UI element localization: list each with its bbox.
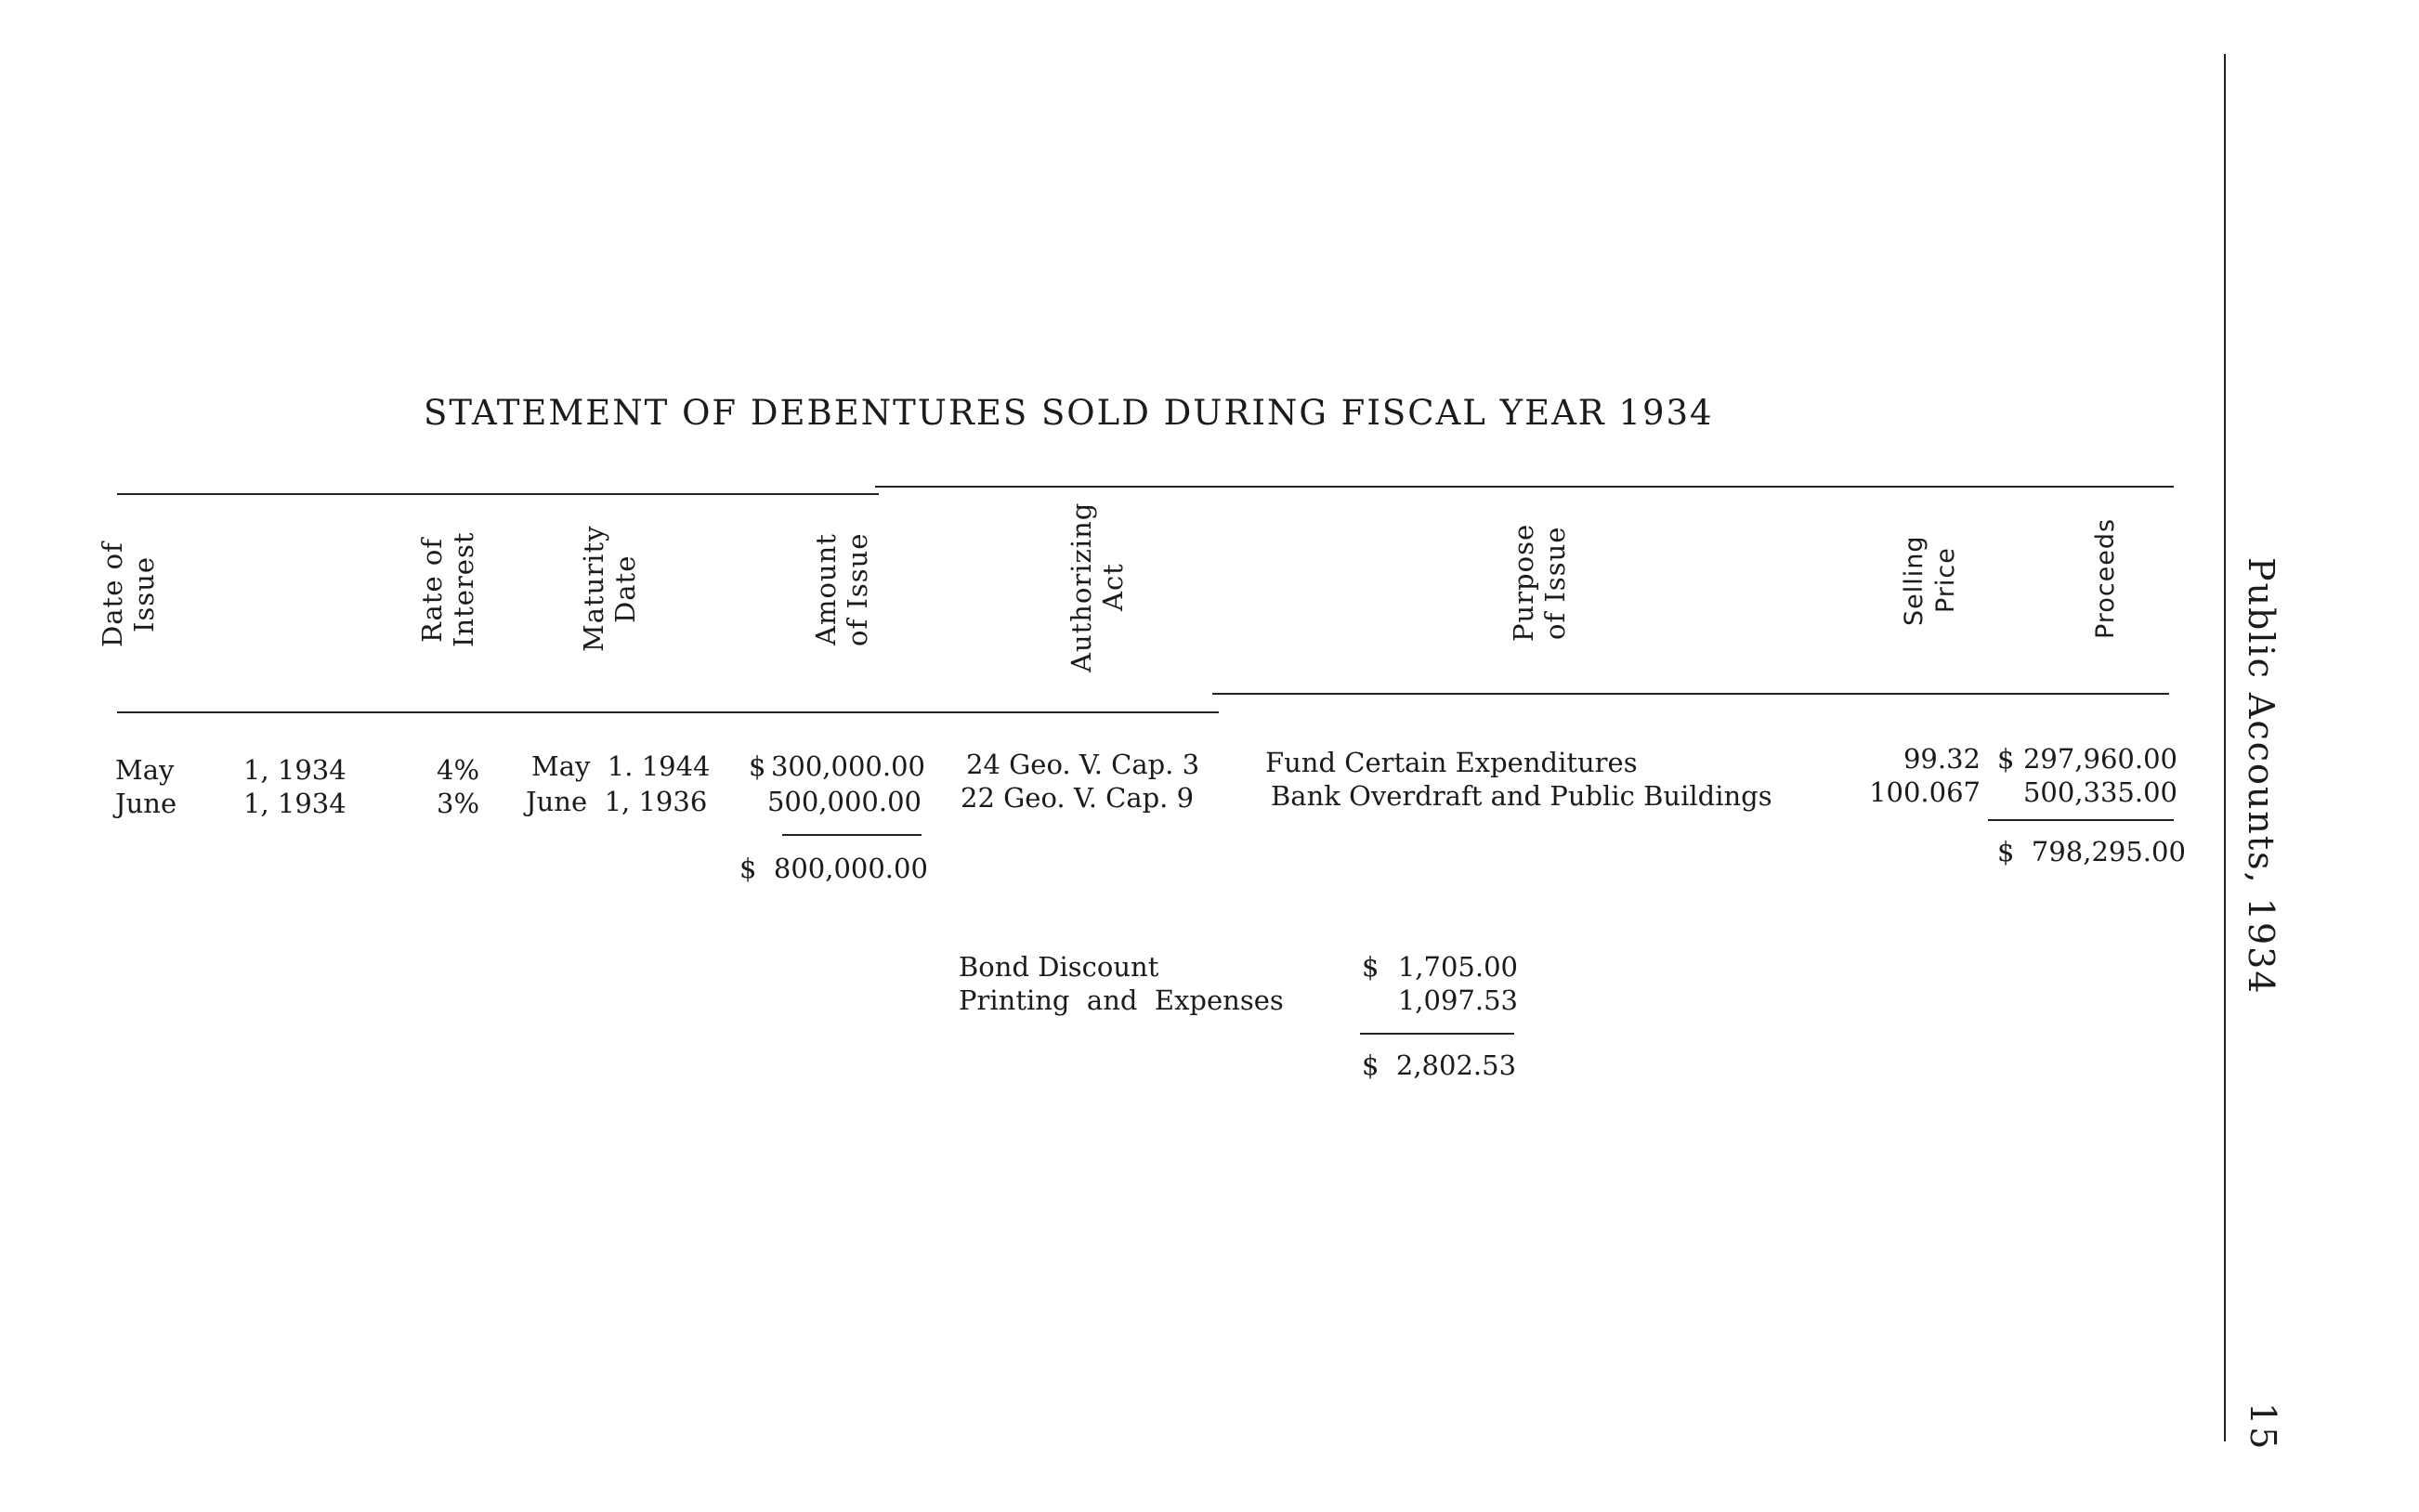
row1-maturity: May 1. 1944 — [531, 750, 711, 782]
header-date-of-issue: Date of Issue — [97, 541, 160, 647]
row2-month: June — [115, 788, 177, 819]
header-top-rule — [117, 493, 879, 495]
page-title: STATEMENT OF DEBENTURES SOLD DURING FISCAL YEAR 1934 — [424, 393, 1714, 433]
page-number: 15 — [2242, 1402, 2283, 1452]
proceeds-total-rule — [1988, 819, 2174, 821]
running-header: Public Accounts, 1934 — [2241, 557, 2282, 996]
expense-value-printing: 1,097.53 — [1397, 984, 1518, 1016]
expense-total: $ 2,802.53 — [1362, 1049, 1517, 1081]
row1-proceeds: 297,960.00 — [2022, 743, 2177, 775]
row1-month: May — [115, 754, 175, 786]
header-top-rule-right — [875, 486, 2174, 488]
row1-proceeds-dollar: $ — [1997, 743, 2015, 775]
header-maturity-date: Maturity Date — [578, 525, 641, 653]
row2-purpose: Bank Overdraft and Public Buildings — [1271, 780, 1772, 812]
header-authorizing-act: Authorizing Act — [1066, 502, 1129, 673]
header-amount-of-issue: Amount of Issue — [810, 532, 873, 647]
margin-vertical-rule — [2224, 54, 2226, 1441]
header-bottom-rule-right — [1212, 693, 2169, 695]
header-selling-price: Selling Price — [1900, 535, 1960, 626]
row1-rate: 4% — [437, 754, 480, 786]
row2-maturity: June 1, 1936 — [526, 786, 708, 817]
expense-label-printing: Printing and Expenses — [959, 984, 1284, 1016]
amount-total-rule — [782, 834, 922, 836]
row1-price: 99.32 — [1903, 743, 1981, 775]
row1-amount-dollar: $ — [749, 750, 766, 782]
row2-proceeds: 500,335.00 — [2022, 776, 2177, 808]
header-rate-of-interest: Rate of Interest — [416, 531, 479, 648]
row1-purpose: Fund Certain Expenditures — [1265, 747, 1638, 778]
row1-day-year: 1, 1934 — [243, 754, 347, 786]
row1-amount: 300,000.00 — [770, 750, 925, 782]
header-bottom-rule — [117, 711, 1219, 713]
expense-total-rule — [1360, 1033, 1514, 1035]
expense-label-bond-discount: Bond Discount — [959, 951, 1159, 983]
row2-day-year: 1, 1934 — [243, 788, 347, 819]
row2-price: 100.067 — [1869, 776, 1981, 808]
header-purpose-of-issue: Purpose of Issue — [1508, 523, 1571, 643]
amount-total: $ 800,000.00 — [739, 853, 928, 884]
proceeds-total: $ 798,295.00 — [1997, 836, 2186, 867]
expense-value-bond-discount: 1,705.00 — [1397, 951, 1518, 983]
row2-amount: 500,000.00 — [766, 786, 922, 817]
row2-rate: 3% — [437, 788, 480, 819]
row1-act: 24 Geo. V. Cap. 3 — [966, 749, 1200, 780]
row2-act: 22 Geo. V. Cap. 9 — [961, 782, 1195, 814]
header-proceeds: Proceeds — [2091, 517, 2120, 639]
expense-dollar: $ — [1362, 951, 1379, 983]
